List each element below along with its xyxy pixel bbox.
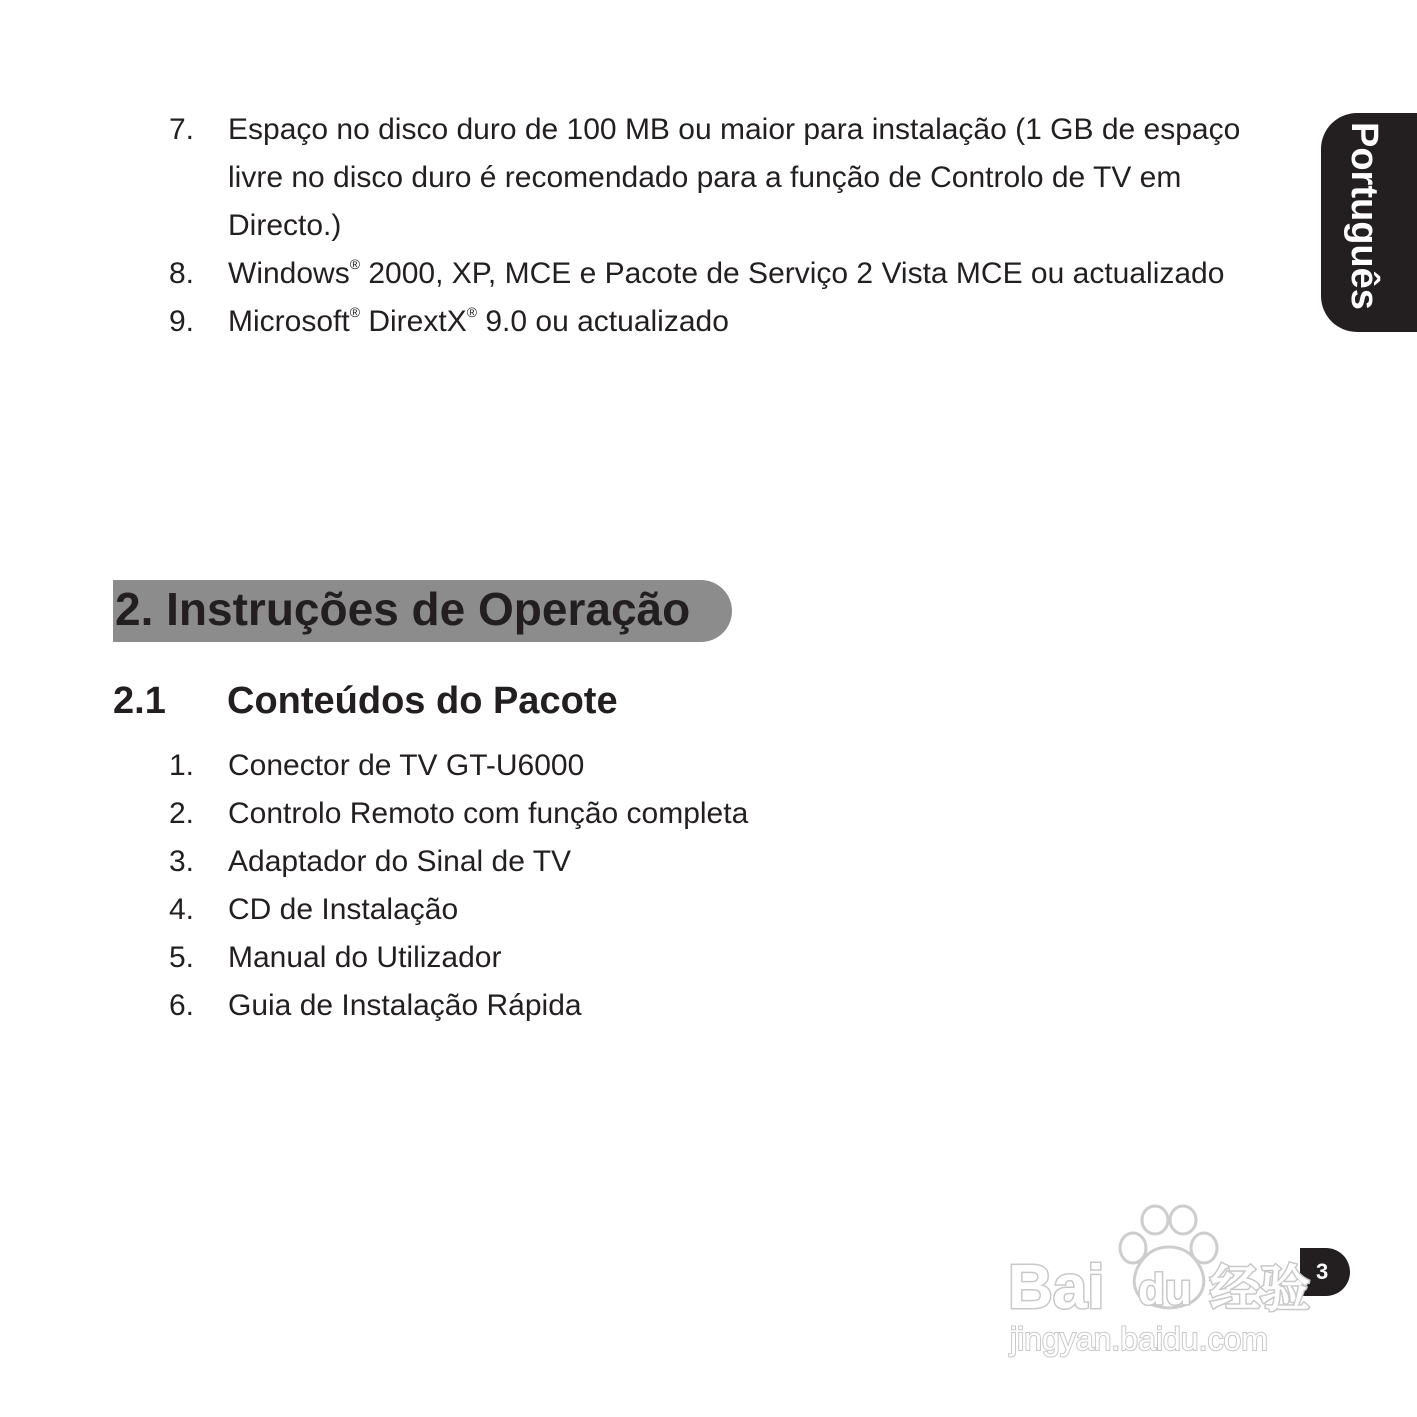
section-title: 2. Instruções de Operação (115, 583, 691, 635)
list-item-number: 1. (169, 749, 195, 782)
list-item-text-rest: 9.0 ou actualizado (477, 305, 729, 338)
watermark-brand-cjk: 经验 (1210, 1261, 1310, 1317)
subsection-title: Conteúdos do Pacote (227, 680, 618, 722)
list-item-text: Guia de Instalação Rápida (228, 989, 582, 1022)
list-item-number: 3. (169, 845, 195, 878)
list-item-number: 7. (169, 113, 195, 146)
list-item-number: 6. (169, 989, 195, 1022)
registered-mark: ® (349, 304, 361, 320)
watermark-brand-text: Bai (1008, 1253, 1105, 1322)
subsection-number: 2.1 (113, 680, 166, 722)
watermark-brand-text: du (1138, 1265, 1192, 1314)
list-item-text: Espaço no disco duro de 100 MB ou maior para instalação (1 GB de espaço (228, 113, 1241, 146)
list-item-number: 4. (169, 893, 195, 926)
list-item-continuation: livre no disco duro é recomendado para a função de Controlo de TV em (228, 161, 1182, 194)
page-number: 3 (1316, 1259, 1329, 1284)
language-tab-label: Português (1343, 122, 1385, 310)
registered-mark: ® (466, 304, 478, 320)
list-item-text: Adaptador do Sinal de TV (228, 845, 572, 878)
list-item-number: 2. (169, 797, 195, 830)
list-item-text: CD de Instalação (228, 893, 459, 926)
list-item-text-rest: 2000, XP, MCE e Pacote de Serviço 2 Vista MCE ou actualizado (360, 257, 1225, 290)
list-item-text (228, 250, 1224, 298)
list-item-text (228, 298, 729, 346)
product-name: Microsoft (228, 305, 350, 338)
list-item-continuation: Directo.) (228, 209, 342, 242)
product-name: Windows (228, 257, 350, 290)
list-item-number: 8. (169, 257, 195, 290)
registered-mark: ® (349, 256, 361, 272)
product-name: DirextX (360, 305, 467, 338)
list-item-number: 5. (169, 941, 195, 974)
watermark-url: jingyan.baidu.com (1010, 1321, 1268, 1357)
baidu-watermark (998, 1200, 1338, 1370)
list-item-text: Manual do Utilizador (228, 941, 502, 974)
list-item-number: 9. (169, 305, 195, 338)
list-item-text: Conector de TV GT-U6000 (228, 749, 585, 782)
list-item-text: Controlo Remoto com função completa (228, 797, 749, 830)
